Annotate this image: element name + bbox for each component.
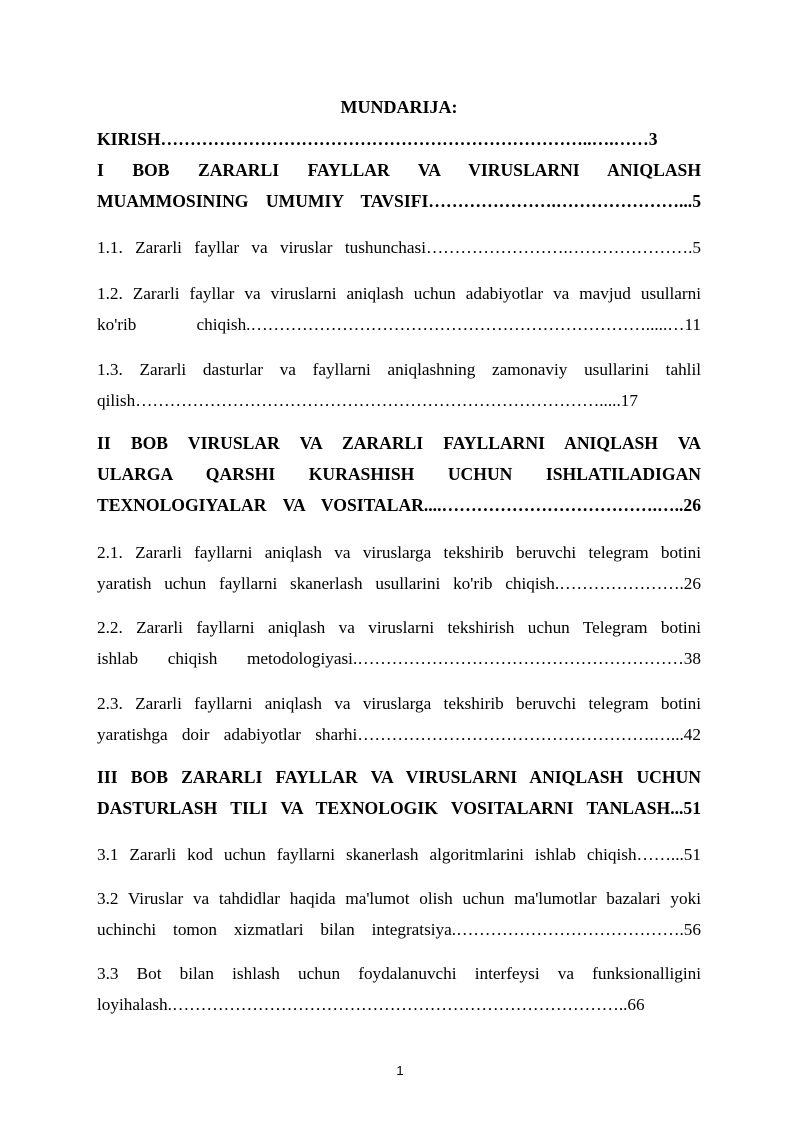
toc-line: qilish……………………………………………………………………….....17 [97, 391, 638, 410]
toc-line: III BOB ZARARLI FAYLLAR VA VIRUSLARNI ANIQLASH UCHUN [97, 767, 701, 787]
toc-line: KIRISH………………………………………………………………..….……3 [97, 129, 658, 149]
toc-line: 2.3. Zararli fayllarni aniqlash va viruslarga tekshirib beruvchi telegram botini [97, 694, 701, 713]
toc-line: MUAMMOSINING UMUMIY TAVSIFI………………….…………………...5 [97, 191, 701, 211]
toc-section-3-2 [97, 883, 701, 945]
page-number: 1 [396, 1063, 404, 1078]
toc-line: 3.1 Zararli kod uchun fayllarni skanerlash algoritmlarini ishlab chiqish……...51 [97, 845, 701, 864]
toc-section-3-3 [97, 958, 701, 1020]
toc-section-1-3 [97, 354, 701, 416]
toc-line: II BOB VIRUSLAR VA ZARARLI FAYLLARNI ANIQLASH VA [97, 433, 701, 453]
toc-line: ULARGA QARSHI KURASHISH UCHUN ISHLATILADIGAN [97, 464, 701, 484]
toc-section-2-1 [97, 537, 701, 599]
toc-chapter-3 [97, 762, 701, 824]
toc-section-1-2 [97, 278, 701, 340]
toc-section-3-1 [97, 839, 701, 870]
toc-line: yaratishga doir adabiyotlar sharhi…………………………………………….…...42 [97, 725, 701, 744]
toc-line: 2.2. Zararli fayllarni aniqlash va viruslarni tekshirish uchun Telegram botini [97, 618, 701, 637]
toc-line: 1.1. Zararli fayllar va viruslar tushunchasi…………………….………………….5 [97, 238, 701, 257]
toc-line: yaratish uchun fayllarni skanerlash usullarini ko'rib chiqish.………………….26 [97, 574, 701, 593]
toc-line: 1.3. Zararli dasturlar va fayllarni aniqlashning zamonaviy usullarini tahlil [97, 360, 701, 379]
toc-line: ishlab chiqish metodologiyasi.…………………………………………………38 [97, 649, 701, 668]
toc-line: 1.2. Zararli fayllar va viruslarni aniqlash uchun adabiyotlar va mavjud usullarni [97, 284, 701, 303]
toc-line: I BOB ZARARLI FAYLLAR VA VIRUSLARNI ANIQLASH [97, 160, 701, 180]
toc-line: TEXNOLOGIYALAR VA VOSITALAR....……………………………….…..26 [97, 495, 701, 515]
toc-line: ko'rib chiqish.…………………………………………………………….....…11 [97, 315, 701, 334]
toc-section-1-1 [97, 232, 701, 263]
toc-chapter-1 [97, 155, 701, 217]
toc-line: DASTURLASH TILI VA TEXNOLOGIK VOSITALARNI TANLASH...51 [97, 798, 701, 818]
toc-entry-kirish [97, 124, 701, 155]
toc-chapter-2 [97, 428, 701, 521]
toc-line: 3.2 Viruslar va tahdidlar haqida ma'lumot olish uchun ma'lumotlar bazalari yoki [97, 889, 701, 908]
toc-line: 2.1. Zararli fayllarni aniqlash va viruslarga tekshirib beruvchi telegram botini [97, 543, 701, 562]
toc-section-2-2 [97, 612, 701, 674]
toc-title: MUNDARIJA: [340, 97, 458, 117]
toc-line: loyihalash.……………………………………………………………………..66 [97, 995, 645, 1014]
toc-line: uchinchi tomon xizmatlari bilan integratsiya.………………………………….56 [97, 920, 701, 939]
toc-line: 3.3 Bot bilan ishlash uchun foydalanuvchi interfeysi va funksionalligini [97, 964, 701, 983]
toc-section-2-3 [97, 688, 701, 750]
